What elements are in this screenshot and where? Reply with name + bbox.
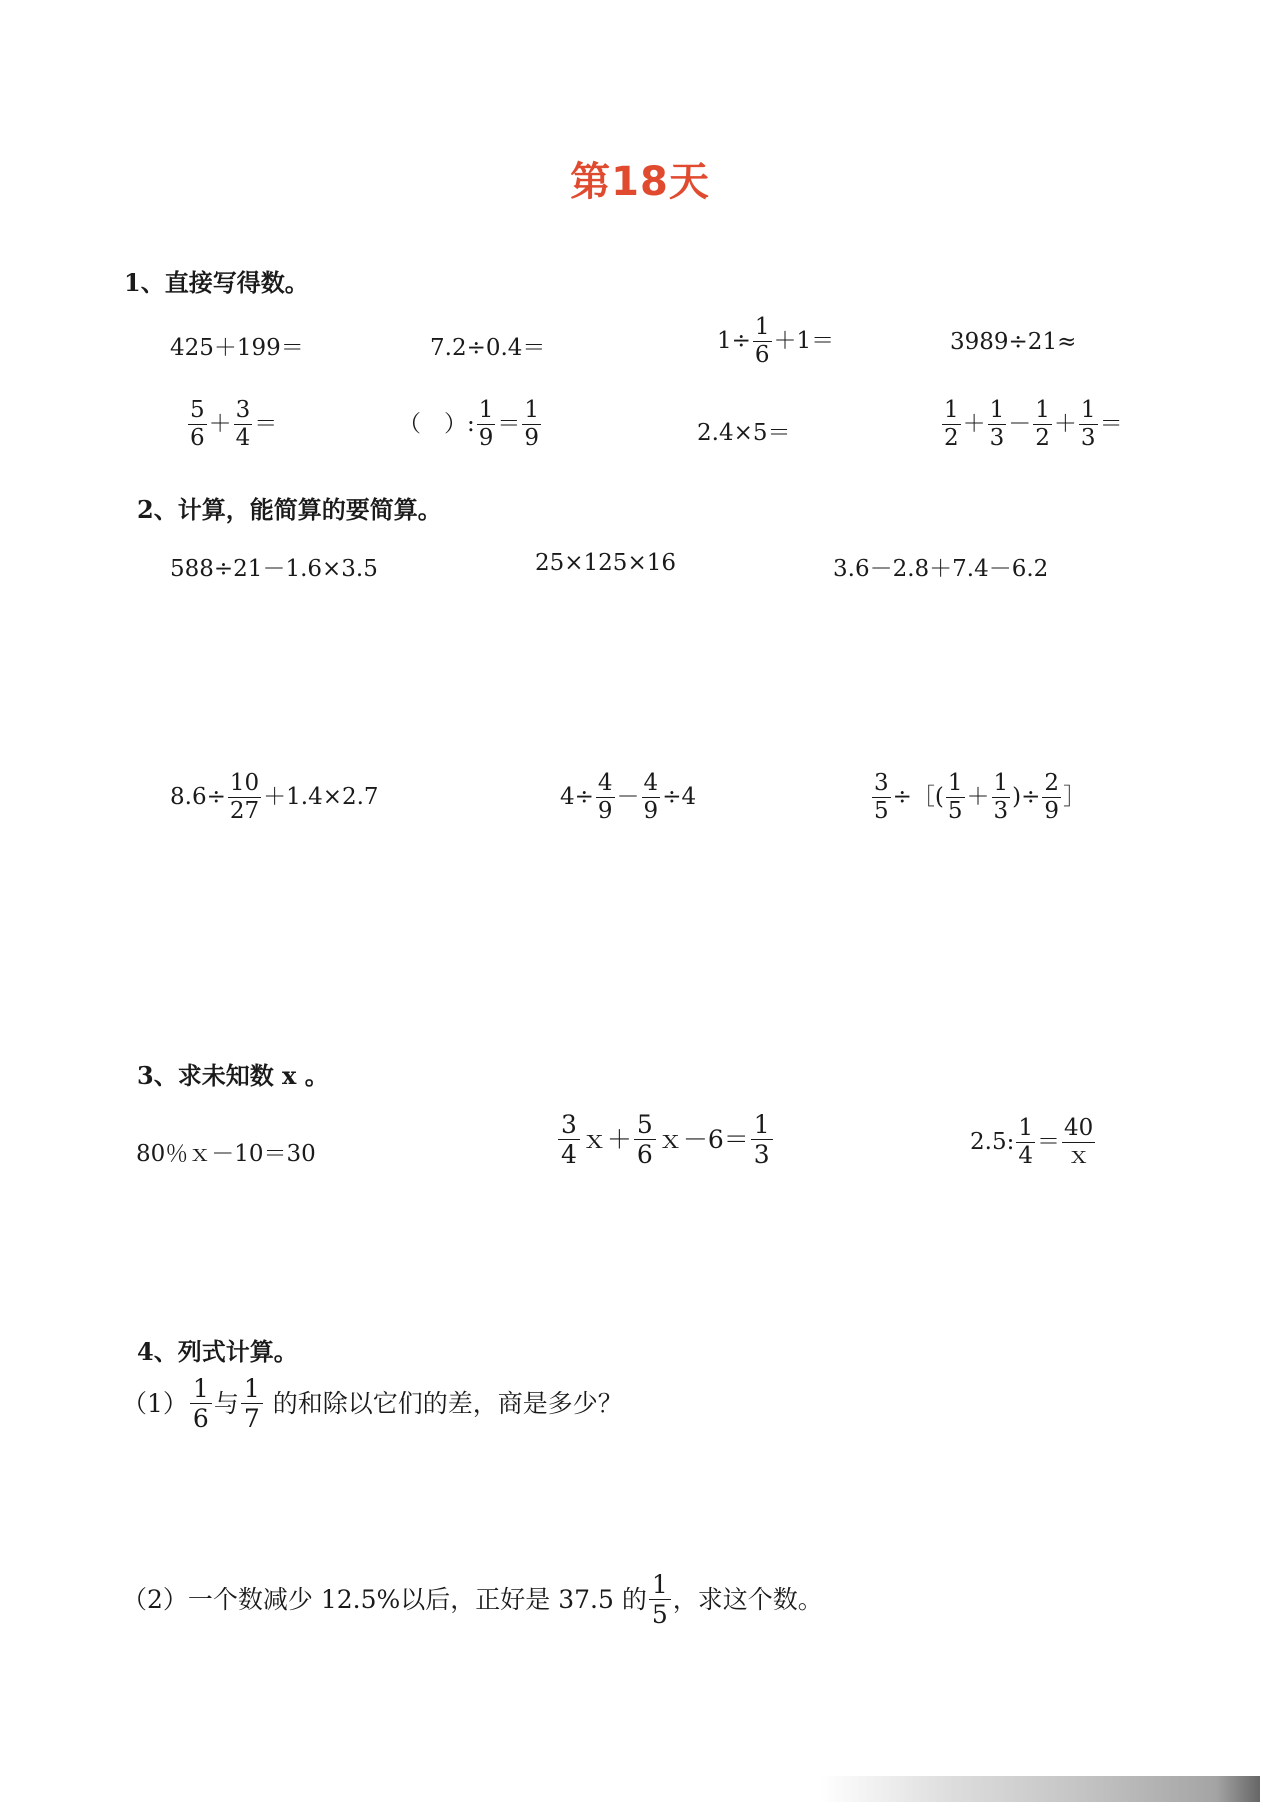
sec2-expr-1: 588÷21－1.6×3.5 — [170, 556, 378, 582]
denominator: 6 — [636, 1140, 653, 1169]
fraction — [228, 772, 261, 823]
section-1-heading: 1、直接写得数。 — [124, 268, 309, 297]
question-text: 的和除以它们的差，商是多少？ — [272, 1389, 623, 1418]
fraction — [1042, 772, 1061, 823]
sec2-expr-3: 3.6－2.8＋7.4－6.2 — [833, 556, 1049, 582]
text: 1÷ — [717, 328, 751, 354]
watermark-bar — [820, 1776, 1260, 1802]
sec2-expr-4 — [170, 772, 379, 823]
denominator: 6 — [754, 342, 770, 368]
numerator: 1 — [190, 1376, 212, 1404]
numerator: 1 — [751, 1112, 773, 1140]
denominator: 6 — [192, 1404, 209, 1433]
numerator: 1 — [944, 397, 959, 423]
denominator: 5 — [947, 798, 963, 824]
sec2-expr-2: 25×125×16 — [535, 550, 676, 576]
text: )÷ — [1012, 784, 1041, 810]
denominator: 2 — [944, 425, 959, 451]
numerator: 3 — [874, 770, 889, 796]
denominator: 9 — [1044, 798, 1060, 824]
sec3-expr-3 — [970, 1117, 1097, 1168]
sec1-expr-8 — [940, 399, 1123, 450]
sec2-expr-5 — [560, 772, 696, 823]
page-title: 第18天 — [570, 159, 710, 205]
text: 与 — [213, 1389, 239, 1418]
text: 2.5: — [970, 1129, 1015, 1155]
numerator: 3 — [235, 397, 251, 423]
sec3-expr-1: 80％ｘ－10＝30 — [136, 1141, 316, 1167]
fraction — [477, 399, 496, 450]
fraction — [1016, 1117, 1035, 1168]
denominator: 9 — [478, 425, 494, 451]
text: ＋1.4×2.7 — [263, 784, 379, 810]
fraction — [753, 316, 772, 367]
denominator: 3 — [753, 1140, 770, 1169]
text: ｘ－6＝ — [657, 1125, 749, 1154]
fraction — [942, 399, 961, 450]
text: ÷［( — [892, 784, 944, 810]
sec2-expr-6 — [870, 772, 1086, 823]
numerator: 10 — [229, 770, 260, 796]
text: ］ — [1063, 784, 1087, 810]
numerator: 4 — [643, 770, 659, 796]
operator: ＋ — [208, 411, 232, 437]
denominator: 7 — [243, 1404, 260, 1433]
denominator: 9 — [524, 425, 540, 451]
numerator: 1 — [524, 397, 540, 423]
text: ＋1＝ — [773, 328, 835, 354]
numerator: 40 — [1063, 1115, 1094, 1141]
question-text: （2）一个数减少 12.5%以后，正好是 37.5 的 — [122, 1585, 647, 1614]
numerator: 1 — [993, 770, 1009, 796]
text: （ ）: — [398, 411, 475, 437]
equals: ＝ — [497, 411, 521, 437]
operator: ＋ — [966, 784, 990, 810]
numerator: 5 — [190, 397, 205, 423]
denominator: ｘ — [1067, 1143, 1091, 1169]
equals: ＝ — [254, 411, 278, 437]
fraction — [241, 1376, 263, 1431]
text: 8.6÷ — [170, 784, 226, 810]
denominator: 4 — [561, 1140, 577, 1169]
operator: ＋ — [1053, 411, 1077, 437]
numerator: 2 — [1044, 770, 1060, 796]
fraction — [522, 399, 541, 450]
denominator: 6 — [190, 425, 205, 451]
numerator: 1 — [947, 770, 963, 796]
question-text-tail: ，求这个数。 — [672, 1585, 823, 1614]
fraction — [992, 772, 1011, 823]
denominator: 3 — [989, 425, 1005, 451]
sec4-question-1 — [122, 1376, 623, 1431]
sec1-expr-3 — [717, 316, 834, 367]
sec1-expr-7: 2.4×5＝ — [697, 420, 791, 446]
operator: － — [1008, 411, 1032, 437]
numerator: 5 — [634, 1112, 656, 1140]
equals: ＝ — [1036, 1129, 1060, 1155]
fraction — [1062, 1117, 1095, 1168]
operator: ＋ — [962, 411, 986, 437]
numerator: 1 — [241, 1376, 263, 1404]
numerator: 1 — [989, 397, 1005, 423]
sec4-question-2 — [122, 1572, 823, 1627]
numerator: 1 — [1018, 1115, 1033, 1141]
denominator: 27 — [229, 798, 260, 824]
fraction — [558, 1112, 580, 1167]
numerator: 3 — [558, 1112, 580, 1140]
numerator: 1 — [478, 397, 494, 423]
fraction — [988, 399, 1007, 450]
text: ｘ＋ — [581, 1125, 632, 1154]
sec1-expr-4: 3989÷21≈ — [950, 329, 1077, 355]
denominator: 4 — [1018, 1143, 1033, 1169]
denominator: 4 — [235, 425, 251, 451]
question-label: （1） — [122, 1389, 188, 1418]
denominator: 3 — [1080, 425, 1096, 451]
sec1-expr-6 — [398, 399, 543, 450]
fraction — [596, 772, 615, 823]
numerator: 1 — [754, 314, 770, 340]
section-2-heading: 2、计算，能简算的要简算。 — [137, 495, 442, 524]
text: 4÷ — [560, 784, 594, 810]
denominator: 9 — [597, 798, 613, 824]
equals: ＝ — [1099, 411, 1123, 437]
section-3-heading: 3、求未知数 x 。 — [137, 1061, 329, 1090]
fraction — [872, 772, 891, 823]
section-4-heading: 4、列式计算。 — [137, 1337, 298, 1366]
sec1-expr-5 — [186, 399, 277, 450]
fraction — [751, 1112, 773, 1167]
denominator: 5 — [874, 798, 889, 824]
text: ÷4 — [662, 784, 697, 810]
fraction — [1033, 399, 1052, 450]
fraction — [234, 399, 253, 450]
sec3-expr-2 — [556, 1112, 775, 1167]
fraction — [642, 772, 661, 823]
fraction — [634, 1112, 656, 1167]
fraction — [946, 772, 965, 823]
fraction — [649, 1572, 671, 1627]
numerator: 1 — [649, 1572, 671, 1600]
numerator: 1 — [1080, 397, 1096, 423]
denominator: 5 — [651, 1600, 668, 1629]
denominator: 3 — [993, 798, 1009, 824]
fraction — [1079, 399, 1098, 450]
sec1-expr-2: 7.2÷0.4＝ — [430, 335, 546, 361]
operator: － — [616, 784, 640, 810]
fraction — [188, 399, 207, 450]
numerator: 1 — [1035, 397, 1050, 423]
fraction — [190, 1376, 212, 1431]
denominator: 9 — [643, 798, 659, 824]
sec1-expr-1: 425＋199＝ — [170, 335, 304, 361]
denominator: 2 — [1035, 425, 1050, 451]
numerator: 4 — [597, 770, 613, 796]
